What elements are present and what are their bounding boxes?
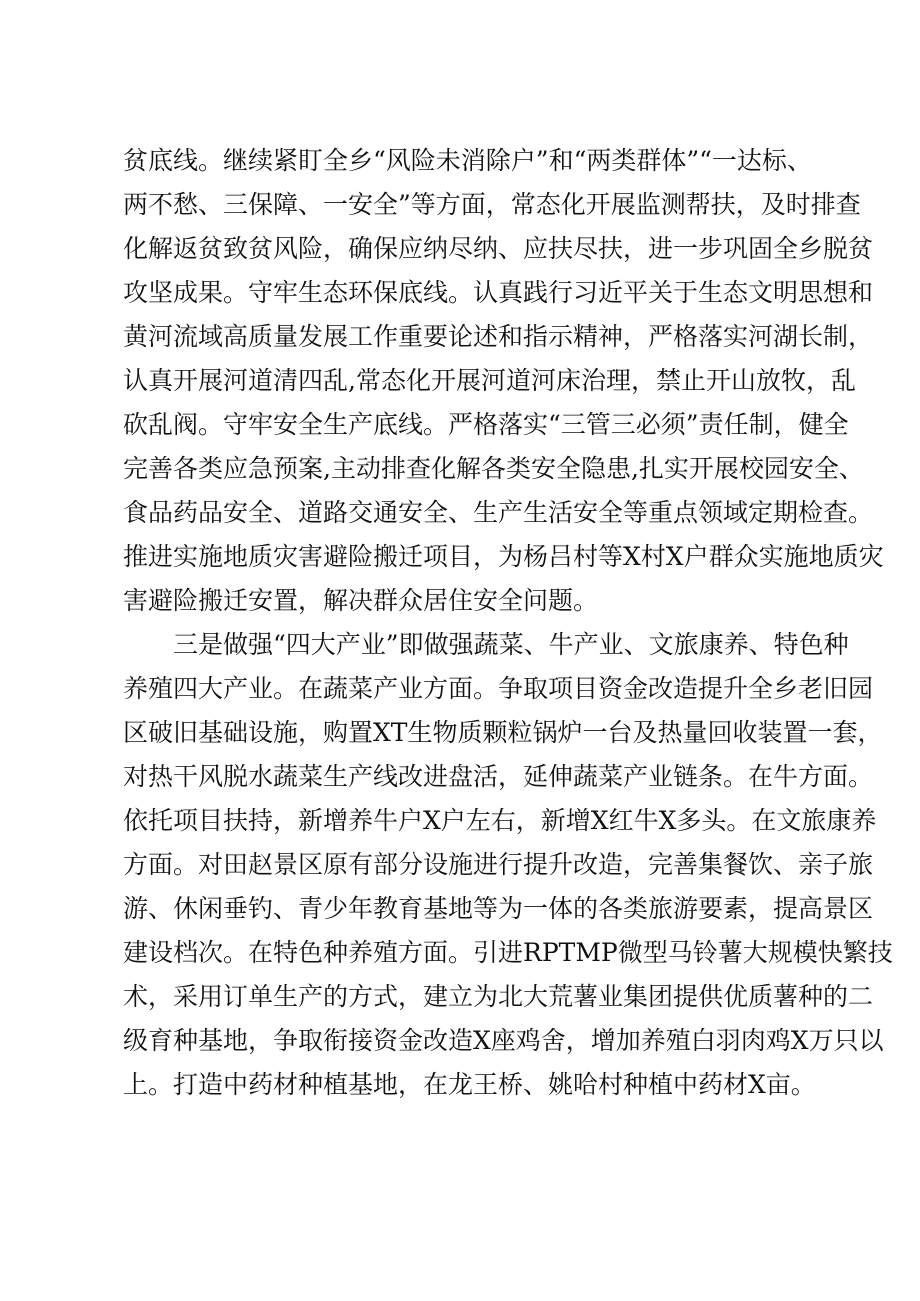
text-line: 级育种基地，争取衔接资金改造X座鸡舍，增加养殖白羽肉鸡X万只以 <box>123 1026 884 1055</box>
text-line: 游、休闲垂钓、青少年教育基地等为一体的各类旅游要素，提高景区 <box>123 894 874 923</box>
text-line: 依托项目扶持，新增养牛户X户左右，新增X红牛X多头。在文旅康养 <box>123 806 877 835</box>
text-line: 推进实施地质灾害避险搬迁项目，为杨吕村等X村X户群众实施地质灾 <box>123 542 884 571</box>
text-line: 术，采用订单生产的方式，建立为北大荒薯业集团提供优质薯种的二 <box>123 982 874 1011</box>
text-line: 对热干风脱水蔬菜生产线改进盘活，延伸蔬菜产业链条。在牛方面。 <box>123 762 874 791</box>
text-line: 建设档次。在特色种养殖方面。引进RPTMP微型马铃薯大规模快繁技 <box>123 938 893 967</box>
text-line: 黄河流域高质量发展工作重要论述和指示精神，严格落实河湖长制， <box>123 322 874 351</box>
paragraph-first-line: 三是做强“四大产业”即做强蔬菜、牛产业、文旅康养、特色种 <box>173 630 849 659</box>
text-line: 食品药品安全、道路交通安全、生产生活安全等重点领域定期检查。 <box>123 498 874 527</box>
text-line: 攻坚成果。守牢生态环保底线。认真践行习近平关于生态文明思想和 <box>123 278 874 307</box>
text-line: 化解返贫致贫风险，确保应纳尽纳、应扶尽扶，进一步巩固全乡脱贫 <box>123 234 874 263</box>
text-line: 上。打造中药材种植基地，在龙王桥、姚哈村种植中药材X亩。 <box>123 1070 816 1099</box>
text-line: 区破旧基础设施，购置XT生物质颗粒锅炉一台及热量回收装置一套， <box>123 718 883 747</box>
text-line: 方面。对田赵景区原有部分设施进行提升改造，完善集餐饮、亲子旅 <box>123 850 874 879</box>
text-line: 完善各类应急预案,主动排查化解各类安全隐患,扎实开展校园安全、 <box>123 454 864 483</box>
text-line: 贫底线。继续紧盯全乡“风险未消除户”和“两类群体”“一达标、 <box>123 146 812 175</box>
text-line: 砍乱阀。守牢安全生产底线。严格落实“三管三必须”责任制，健全 <box>123 410 849 439</box>
text-line: 养殖四大产业。在蔬菜产业方面。争取项目资金改造提升全乡老旧园 <box>123 674 874 703</box>
text-line: 认真开展河道清四乱,常态化开展河道河床治理，禁止开山放牧，乱 <box>123 366 856 395</box>
text-line: 害避险搬迁安置，解决群众居住安全问题。 <box>123 586 599 615</box>
text-line: 两不愁、三保障、一安全”等方面，常态化开展监测帮扶，及时排查 <box>123 190 861 219</box>
